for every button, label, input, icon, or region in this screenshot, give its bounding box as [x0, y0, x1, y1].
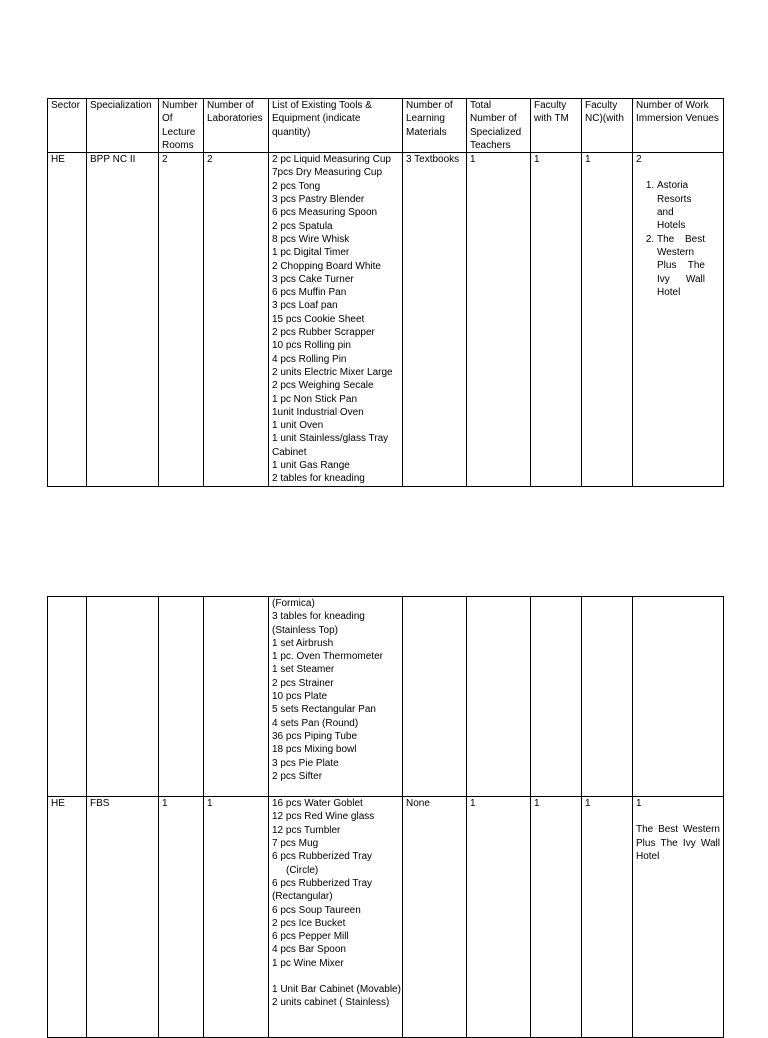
tool-item: (Stainless Top): [272, 624, 338, 636]
tool-item: 7 pcs Mug: [272, 838, 319, 850]
sector-cell: HE: [48, 797, 87, 1038]
table-row: [48, 153, 724, 486]
tool-item: 1 Unit Bar Cabinet (Movable): [272, 984, 401, 996]
tool-item: 1 set Airbrush: [272, 637, 334, 649]
tool-item: 16 pcs Water Goblet: [272, 798, 363, 810]
facilities-table-page-2: [47, 596, 724, 1038]
tool-item: 3 pcs Cake Turner: [272, 273, 354, 285]
tool-item: 2 pcs Tong: [272, 180, 321, 192]
tool-item: 1unit Industrial Oven: [272, 406, 364, 418]
teachers-cell: 1: [467, 153, 531, 486]
tool-item: 1 pc Wine Mixer: [272, 957, 344, 969]
tool-item: 2 pcs Weighing Secale: [272, 380, 374, 392]
tool-item: 2 pc Liquid Measuring Cup: [272, 154, 391, 166]
teachers-cell: [467, 597, 531, 797]
tool-item: 1 unit Gas Range: [272, 460, 350, 472]
laboratories-cell: 2: [204, 153, 269, 486]
tools-cell: [269, 597, 403, 797]
header-teachers: Total Number of Specialized Teachers: [467, 99, 531, 153]
tool-item: 1 pc Non Stick Pan: [272, 393, 358, 405]
tool-item: 4 sets Pan (Round): [272, 717, 359, 729]
tool-item: 3 pcs Pie Plate: [272, 757, 339, 769]
tool-item: 1 set Steamer: [272, 664, 335, 676]
table-row: [48, 797, 724, 1038]
tool-item: 12 pcs Red Wine glass: [272, 811, 375, 823]
tools-list: [272, 797, 399, 1009]
faculty-tm-cell: 1: [531, 797, 582, 1038]
header-learning-materials: Number of Learning Materials: [403, 99, 467, 153]
table-row: [48, 597, 724, 797]
lecture-rooms-cell: 1: [159, 797, 204, 1038]
faculty-nc-cell: [582, 597, 633, 797]
tool-item: 6 pcs Muffin Pan: [272, 287, 347, 299]
tool-item: 2 pcs Rubber Scrapper: [272, 327, 375, 339]
header-lecture-rooms: Number Of Lecture Rooms: [159, 99, 204, 153]
tools-cell: [269, 797, 403, 1038]
header-faculty-tm: Faculty with TM: [531, 99, 582, 153]
header-laboratories: Number of Laboratories: [204, 99, 269, 153]
tool-item: 1 pc. Oven Thermometer: [272, 651, 383, 663]
tool-item: 3 pcs Loaf pan: [272, 300, 338, 312]
tool-item: 1 unit Oven: [272, 420, 324, 432]
tool-item: 1 pc Digital Timer: [272, 247, 350, 259]
tool-item: 2 pcs Sifter: [272, 770, 323, 782]
tool-item: 6 pcs Measuring Spoon: [272, 207, 378, 219]
tool-item: 2 Chopping Board White: [272, 260, 381, 272]
teachers-cell: 1: [467, 797, 531, 1038]
tool-item: (Circle): [286, 864, 319, 876]
venue-item: 2. The Best Western Plus The Ivy Wall Hotel: [657, 233, 705, 299]
tool-item: 6 pcs Rubberized Tray: [272, 851, 373, 863]
lecture-rooms-cell: 2: [159, 153, 204, 486]
specialization-cell: [87, 597, 159, 797]
tool-item: 6 pcs Pepper Mill: [272, 931, 349, 943]
specialization-cell: FBS: [87, 797, 159, 1038]
laboratories-cell: [204, 597, 269, 797]
tool-item: 4 pcs Bar Spoon: [272, 944, 346, 956]
tools-cell: [269, 153, 403, 486]
venues-count: 1: [636, 798, 642, 810]
header-row: [48, 99, 724, 153]
tool-item: 7pcs Dry Measuring Cup: [272, 167, 383, 179]
tool-item: 8 pcs Wire Whisk: [272, 233, 350, 245]
tool-item: 3 pcs Pastry Blender: [272, 194, 365, 206]
header-tools: List of Existing Tools & Equipment (indicate quantity): [269, 99, 403, 153]
tool-item: 2 pcs Ice Bucket: [272, 917, 346, 929]
tool-item: 2 units cabinet ( Stainless): [272, 997, 390, 1009]
tools-list: [272, 597, 399, 783]
faculty-nc-cell: 1: [582, 797, 633, 1038]
header-faculty-nc: Faculty NC)(with: [582, 99, 633, 153]
tool-item: 2 pcs Strainer: [272, 677, 334, 689]
header-venues: Number of Work Immersion Venues: [633, 99, 724, 153]
venues-list: [636, 179, 720, 299]
faculty-tm-cell: 1: [531, 153, 582, 486]
header-sector: Sector: [48, 99, 87, 153]
tool-item: 2 tables for kneading: [272, 473, 365, 485]
tool-item: 1 unit Stainless/glass Tray Cabinet: [272, 433, 389, 458]
specialization-cell: BPP NC II: [87, 153, 159, 486]
faculty-nc-cell: 1: [582, 153, 633, 486]
sector-cell: HE: [48, 153, 87, 486]
venue-text: The Best Western Plus The Ivy Wall Hotel: [636, 824, 720, 863]
tools-list: [272, 153, 399, 485]
venues-count: 2: [636, 154, 642, 166]
header-specialization: Specialization: [87, 99, 159, 153]
tool-item: (Formica): [272, 598, 315, 609]
venues-cell: [633, 797, 724, 1038]
laboratories-cell: 1: [204, 797, 269, 1038]
facilities-table-page-1: [47, 98, 724, 487]
learning-materials-cell: 3 Textbooks: [403, 153, 467, 486]
venues-cell: [633, 153, 724, 486]
lecture-rooms-cell: [159, 597, 204, 797]
tool-item: 10 pcs Rolling pin: [272, 340, 351, 352]
venues-cell: [633, 597, 724, 797]
tool-item: 36 pcs Piping Tube: [272, 730, 358, 742]
learning-materials-cell: [403, 597, 467, 797]
tool-item: 18 pcs Mixing bowl: [272, 744, 357, 756]
tool-item: 15 pcs Cookie Sheet: [272, 313, 365, 325]
tool-item: 2 pcs Spatula: [272, 220, 333, 232]
tool-item: 5 sets Rectangular Pan: [272, 704, 376, 716]
tool-item: [272, 970, 399, 983]
tool-item: 6 pcs Rubberized Tray (Rectangular): [272, 877, 373, 903]
tool-item: 2 units Electric Mixer Large: [272, 366, 393, 378]
faculty-tm-cell: [531, 597, 582, 797]
sector-cell: [48, 597, 87, 797]
venue-item: 1. Astoria Resorts and Hotels: [657, 179, 697, 232]
tool-item: 4 pcs Rolling Pin: [272, 353, 347, 365]
tool-item: 6 pcs Soup Taureen: [272, 904, 361, 916]
learning-materials-cell: None: [403, 797, 467, 1038]
tool-item: 3 tables for kneading: [272, 611, 365, 623]
tool-item: 12 pcs Tumbler: [272, 824, 341, 836]
tool-item: 10 pcs Plate: [272, 691, 328, 703]
